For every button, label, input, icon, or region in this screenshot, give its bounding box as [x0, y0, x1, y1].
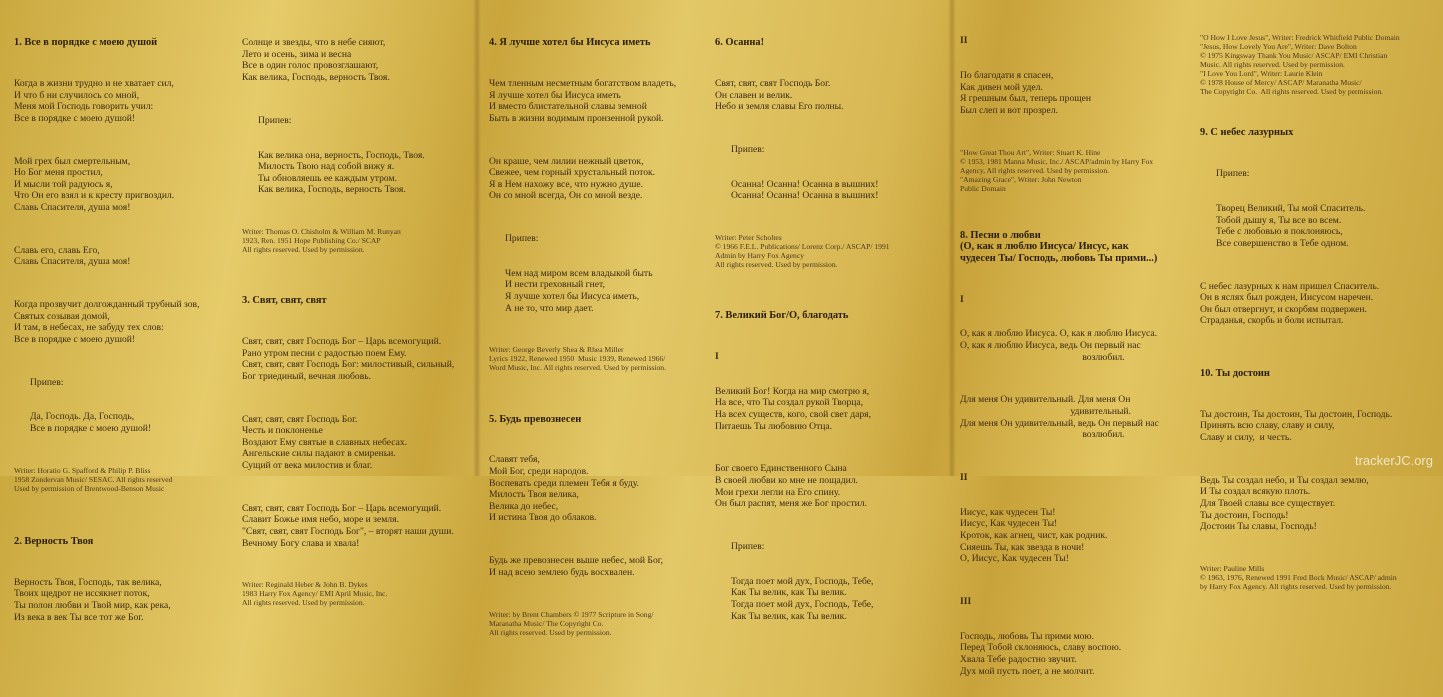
- song-7-credit: "How Great Thou Art", Writer: Stuart K. Hine © 1953, 1981 Manna Music, Inc./ ASCAP/admin by Harry Fox Agency, All rights reserved. Used by permission. "Amazing Grace", Writer: John Newton Public Domain: [960, 147, 1154, 193]
- song-4-verse-2: Он краше, чем лилии нежный цветок, Свежее, чем горный хрустальный поток. Я в Нем нахожу все, что нужно душе. Он со мной всегда, Он со мной везде.: [489, 155, 656, 202]
- song-10-verse-1: Ты достоин, Ты достоин, Ты достоин, Господь. Принять всю славу, славу и силу, Славу и силу, и честь.: [1200, 408, 1393, 444]
- song-9-chorus-label: Припев:: [1216, 168, 1250, 180]
- song-7-part-2-label: II: [960, 35, 968, 47]
- song-2-chorus-label: Припев:: [258, 114, 292, 126]
- song-9-title: 9. С небес лазурных: [1200, 127, 1294, 139]
- song-6-chorus: Осанна! Осанна! Осанна в вышних! Осанна! Осанна! Осанна в вышних!: [731, 178, 879, 202]
- song-5-verse-2: Будь же превознесен выше небес, мой Бог, И над всею землею будь восхвален.: [489, 555, 663, 578]
- watermark: trackerJC.org: [1354, 453, 1433, 468]
- song-2-title: 2. Верность Твоя: [14, 535, 94, 547]
- song-10-title: 10. Ты достоин: [1200, 368, 1270, 380]
- song-1-credit: Writer: Horatio G. Spafford & Philip P. Bliss 1958 Zondervan Music/ SESAC. All rights reserved Used by permission of Brentwood-Benson Music: [14, 465, 173, 493]
- fold-line-2: [948, 0, 956, 476]
- song-7-chorus: Тогда поет мой дух, Господь, Тебе, Как Ты велик, как Ты велик. Тогда поет мой дух, Господь, Тебе, Как Ты велик, как Ты велик.: [731, 575, 874, 622]
- song-6-chorus-label: Припев:: [731, 143, 765, 155]
- song-1-title: 1. Все в порядке с моею душой: [14, 37, 158, 49]
- column-5: [960, 12, 1190, 697]
- song-1-verse-1: Когда в жизни трудно и не хватает сил, И что б ни случилось со мной, Меня мой Господь говорить учил: Все в порядке с моею душой!: [14, 77, 174, 124]
- song-8-verse-4: Господь, любовь Ты прими мою. Перед Тобой склоняюсь, славу воспою. Хвала Тебе радостно звучит. Дух мой пусть поет, а не молчит.: [960, 630, 1122, 677]
- song-5-verse-1: Славят тебя, Мой Бог, среди народов. Воспевать среди племен Тебя я буду. Милость Твоя велика, Велика до небес, И истина Твоя до облаков.: [489, 454, 639, 524]
- song-3-title: 3. Свят, свят, свят: [242, 295, 327, 307]
- song-5-title: 5. Будь превознесен: [489, 413, 582, 425]
- song-8-part-2-label: II: [960, 472, 968, 483]
- song-6-verse-1: Свят, свят, свят Господь Бог. Он славен и велик. Небо и земля славы Его полны.: [715, 77, 844, 113]
- song-4-verse-1: Чем тленным несметным богатством владеть, Я лучше хотел бы Иисуса иметь И вместо блистательной славы земной Быть в жизни водимым пронзенной рукой.: [489, 77, 677, 124]
- song-3-verse-1: Свят, свят, свят Господь Бог – Царь всемогущий. Рано утром песни с радостью поем Ему. Свят, свят, свят Господь Бог: милостивый, сильный, Бог триединый, вечная любовь.: [242, 336, 455, 382]
- song-3-verse-2: Свят, свят, свят Господь Бог. Честь и поклоненье Воздают Ему святые в славных небесах. Ангельские силы падают в смиреньи. Сущий от века милостив и благ.: [242, 413, 408, 471]
- song-8-credit: "O How I Love Jesus", Writer: Fredrick Whitfield Public Domain "Jesus, How Lovely You Are", Writer: Dave Bolton © 1975 Kingsway Thank You Music/ ASCAP/ EMI Christian Music. All rights reserved. Used by permission. "I Love You Lord", Writer: Laurie Klein © 1978 House of Mercy/ ASCAP/ Maranatha Music/ The Copyright Co. All rights reserved. Used by permission.: [1200, 33, 1400, 97]
- song-8-part-3-label: III: [960, 595, 972, 607]
- song-5-credit: Writer: by Brent Chambers © 1977 Scripture in Song/ Maranatha Music/ The Copyright Co. All rights reserved. Used by permission.: [489, 609, 654, 637]
- song-7-verse-1: Великий Бог! Когда на мир смотрю я, На все, что Ты создал рукой Творца, На всех существ, кого, свой свет даря, Питаешь Ты любовию Отца.: [715, 385, 871, 432]
- song-8-verse-3: Иисус, как чудесен Ты! Иисус, Как чудесен Ты! Кроток, как агнец, чист, как родник. Сияешь Ты, как звезда в ночи! О, Иисус, Как чудесен Ты!: [960, 506, 1108, 565]
- song-7-verse-2: Бог своего Единственного Сына В своей любви ко мне не пощадил. Мои грехи легли на Его спину. Он был распят, меня же Бог простил.: [715, 463, 867, 510]
- column-1: [14, 14, 229, 643]
- song-1-chorus-label: Припев:: [30, 376, 64, 388]
- fold-line-1: [473, 0, 481, 476]
- song-8-title: 8. Песни о любви (О, как я люблю Иисуса/ Иисус, как чудесен Ты/ Господь, любовь Ты прими...): [960, 229, 1158, 264]
- song-9-verse-1: С небес лазурных к нам пришел Спаситель. Он в яслях был рожден, Иисусом наречен. Он был отвергнут, и скорбям подвержен. Страданья, скорбь и боли испытал.: [1200, 280, 1380, 327]
- column-2: [242, 14, 470, 627]
- song-4-chorus: Чем над миром всем владыкой быть И нести греховный гнет, Я лучше хотел бы Иисуса иметь, А не то, что мир дает.: [505, 267, 653, 314]
- song-10-credit: Writer: Pauline Mills © 1963, 1976, Renewed 1991 Fred Bock Music/ ASCAP/ admin by Harry Fox Agency. All rights reserved. Used by permission.: [1200, 563, 1397, 591]
- song-7-part-1-label: I: [715, 351, 719, 363]
- song-1-verse-2: Мой грех был смертельным, Но Бог меня простил, И мысли той радуюсь я, Что Он его взял и к кресту пригвоздил. Славь Спасителя, душа моя!: [14, 155, 175, 213]
- song-3-credit: Writer: Reginald Heber & John B. Dykes 1983 Harry Fox Agency/ EMI April Music, Inc. All rights reserved. Used by permission.: [242, 580, 388, 608]
- song-2-credit: Writer: Thomas O. Chisholm & William M. Runyan 1923, Ren. 1951 Hope Publishing Co./ SCAP All rights reserved. Used by permission.: [242, 227, 401, 255]
- column-4: [715, 14, 943, 642]
- column-3: [489, 14, 704, 656]
- song-7-verse-3: По благодати я спасен, Как дивен мой удел. Я грешным был, теперь прощен Был слеп и вот прозрел.: [960, 69, 1092, 116]
- song-4-title: 4. Я лучше хотел бы Иисуса иметь: [489, 37, 651, 49]
- song-1-chorus: Да, Господь. Да, Господь, Все в порядке с моею душой!: [30, 411, 152, 434]
- song-8-part-1-label: I: [960, 293, 964, 305]
- song-6-title: 6. Осанна!: [715, 37, 765, 49]
- song-4-chorus-label: Припев:: [505, 233, 539, 245]
- song-6-credit: Writer: Peter Scholtes © 1966 F.E.L. Publications/ Lorenz Corp./ ASCAP/ 1991 Admin by Harry Fox Agency All rights reserved. Used by permission.: [715, 233, 890, 270]
- song-4-credit: Writer: George Beverly Shea & Rhea Miller Lyrics 1922, Renewed 1950 Music 1939, Renewed 1966/ Word Music, Inc. All rights reserved. Used by permission.: [489, 345, 666, 373]
- song-8-verse-2: Для меня Он удивительный. Для меня Он удивительный. Для меня Он удивительный, ведь Он первый нас возлюбил.: [960, 394, 1159, 441]
- song-10-verse-2: Ведь Ты создал небо, и Ты создал землю, И Ты создал всякую плоть. Для Твоей славы все существует. Ты достоин, Господь! Достоин Ты славы, Господь!: [1200, 474, 1369, 533]
- song-7-chorus-label: Припев:: [731, 540, 765, 552]
- column-6: [1200, 10, 1435, 611]
- song-2-verse-1: Верность Твоя, Господь, так велика, Твоих щедрот не иссякнет поток, Ты полон любви и Твой мир, как река, Из века в век Ты все тот же Бог.: [14, 576, 171, 623]
- song-9-chorus: Творец Великий, Ты мой Спаситель. Тобой дышу я, Ты все во всем. Тебе с любовью я поклоняюсь, Все совершенство в Тебе одном.: [1216, 202, 1366, 249]
- song-1-verse-4: Когда прозвучит долгожданный трубный зов, Святых созывая домой, И там, в небесах, не забуду тех слов: Все в порядке с моею душой!: [14, 299, 200, 345]
- song-1-verse-3: Славь его, славь Его, Славь Спасителя, душа моя!: [14, 244, 131, 268]
- song-2-verse-2: Солнце и звезды, что в небе сияют, Лето и осень, зима и весна Все в один голос провозглашают, Как велика, Господь, верность Твоя.: [242, 37, 390, 83]
- song-7-title: 7. Великий Бог/О, благодать: [715, 310, 849, 322]
- song-3-verse-3: Свят, свят, свят Господь Бог – Царь всемогущий. Славит Божье имя небо, море и земля. "Свят, свят, свят Господь Бог", – вторят наши души. Вечному Богу слава и хвала!: [242, 502, 454, 549]
- song-8-verse-1: О, как я люблю Иисуса. О, как я люблю Иисуса. О, как я люблю Иисуса, ведь Он первый нас возлюбил.: [960, 328, 1158, 363]
- song-2-chorus: Как велика она, верность, Господь, Твоя. Милость Твою над собой вижу я. Ты обновляешь ее каждым утром. Как велика, Господь, верность Твоя.: [258, 149, 425, 196]
